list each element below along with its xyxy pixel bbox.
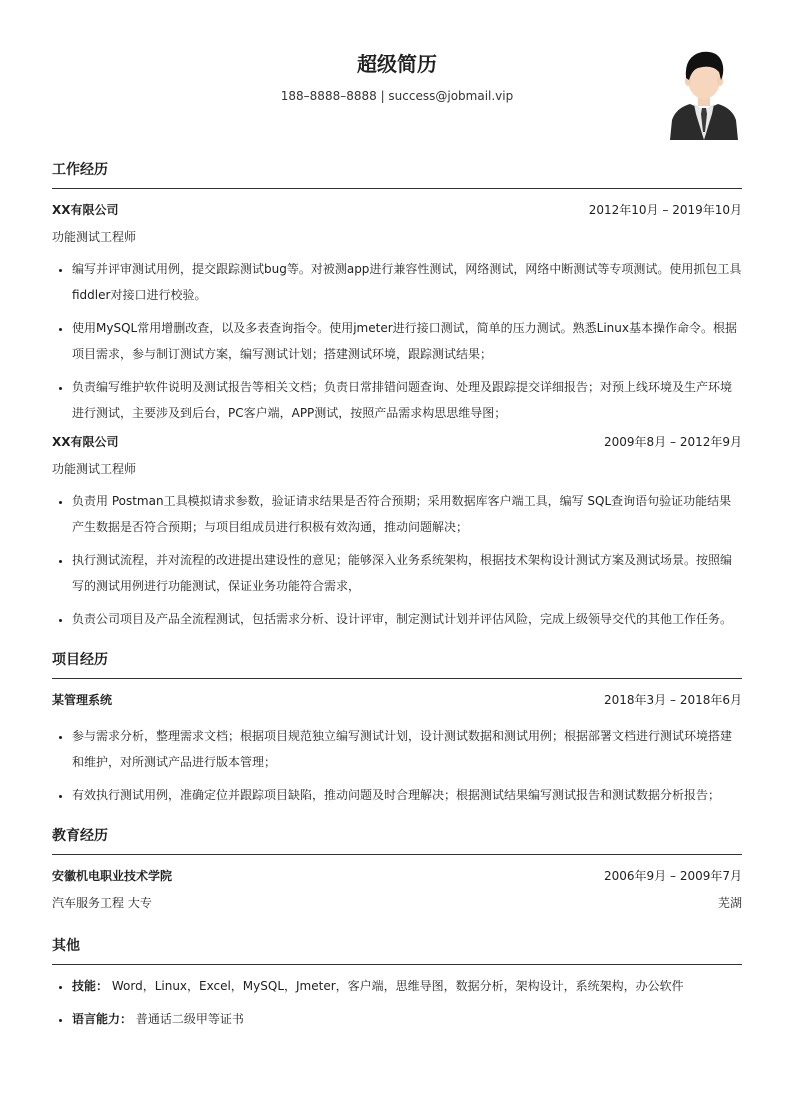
skills-text: Word，Linux，Excel，MySQL，Jmeter，客户端，思维导图，数据分析，架构设计，系统架构，办公软件 <box>111 979 684 993</box>
list-item: • 编写并评审测试用例，提交跟踪测试bug等。对被测app进行兼容性测试，网络测试，网络中断测试等专项测试。使用抓包工具fiddler对接口进行校验。 <box>72 256 742 308</box>
skills-label: 技能： <box>72 979 109 993</box>
project-entry <box>52 691 742 808</box>
candidate-name: 超级简历 <box>357 52 437 76</box>
job-title: 功能测试工程师 <box>52 230 137 244</box>
project-period: 2018年3月 – 2018年6月 <box>604 693 742 707</box>
work-section <box>52 160 742 632</box>
job-title: 功能测试工程师 <box>52 462 137 476</box>
other-section-title: 其他 <box>52 936 742 965</box>
language-item <box>72 1006 742 1032</box>
work-period: 2012年10月 – 2019年10月 <box>588 203 742 217</box>
list-item: • 负责用 Postman工具模拟请求参数，验证请求结果是否符合预期；采用数据库客户端工具，编写 SQL查询语句验证功能结果产生数据是否符合预期；与项目组成员进行积极有效沟通，推动问题解决； <box>72 488 742 540</box>
school-location: 芜湖 <box>717 896 742 910</box>
resume-page <box>52 0 742 1039</box>
list-item: • 负责编写维护软件说明及测试报告等相关文档；负责日常排错问题查询、处理及跟踪提交详细报告；对预上线环境及生产环境进行测试，主要涉及到后台，PC客户端，APP测试，按照产品需求构思思维导图； <box>72 374 742 426</box>
other-section <box>52 936 742 1032</box>
projects-section-title: 项目经历 <box>52 650 742 679</box>
work-entry <box>52 201 742 426</box>
project-bullets <box>52 723 742 808</box>
project-name: 某管理系统 <box>52 693 113 707</box>
company-name: XX有限公司 <box>52 435 119 449</box>
major-degree: 汽车服务工程 大专 <box>52 896 152 910</box>
avatar-photo <box>668 44 740 140</box>
list-item: • 使用MySQL常用增删改查，以及多表查询指令。使用jmeter进行接口测试，简单的压力测试。熟悉Linux基本操作命令。根据项目需求，参与制订测试方案，编写测试计划；搭建测试环境，跟踪测试结果； <box>72 315 742 367</box>
work-entry <box>52 433 742 632</box>
work-section-title: 工作经历 <box>52 160 742 189</box>
other-bullets <box>52 973 742 1032</box>
list-item: • 负责公司项目及产品全流程测试，包括需求分析、设计评审，制定测试计划并评估风险，完成上级领导交代的其他工作任务。 <box>72 606 742 632</box>
company-name: XX有限公司 <box>52 203 119 217</box>
education-section-title: 教育经历 <box>52 826 742 855</box>
work-bullets <box>52 256 742 426</box>
education-period: 2006年9月 – 2009年7月 <box>604 869 742 883</box>
resume-header <box>52 0 742 150</box>
language-text: 普通话二级甲等证书 <box>135 1012 244 1026</box>
work-period: 2009年8月 – 2012年9月 <box>604 435 742 449</box>
projects-section <box>52 650 742 808</box>
education-section <box>52 826 742 912</box>
language-label: 语言能力： <box>72 1012 133 1026</box>
work-bullets <box>52 488 742 632</box>
school-name: 安徽机电职业技术学院 <box>52 869 173 883</box>
list-item: • 执行测试流程，并对流程的改进提出建设性的意见；能够深入业务系统架构，根据技术架构设计测试方案及测试场景。按照编写的测试用例进行功能测试，保证业务功能符合需求， <box>72 547 742 599</box>
skills-item <box>72 973 742 999</box>
list-item: • 有效执行测试用例，准确定位并跟踪项目缺陷，推动问题及时合理解决；根据测试结果编写测试报告和测试数据分析报告； <box>72 782 742 808</box>
contact-info: 188–8888–8888 | success@jobmail.vip <box>280 89 514 103</box>
list-item: • 参与需求分析，整理需求文档；根据项目规范独立编写测试计划，设计测试数据和测试用例；根据部署文档进行测试环境搭建和维护，对所测试产品进行版本管理； <box>72 723 742 775</box>
